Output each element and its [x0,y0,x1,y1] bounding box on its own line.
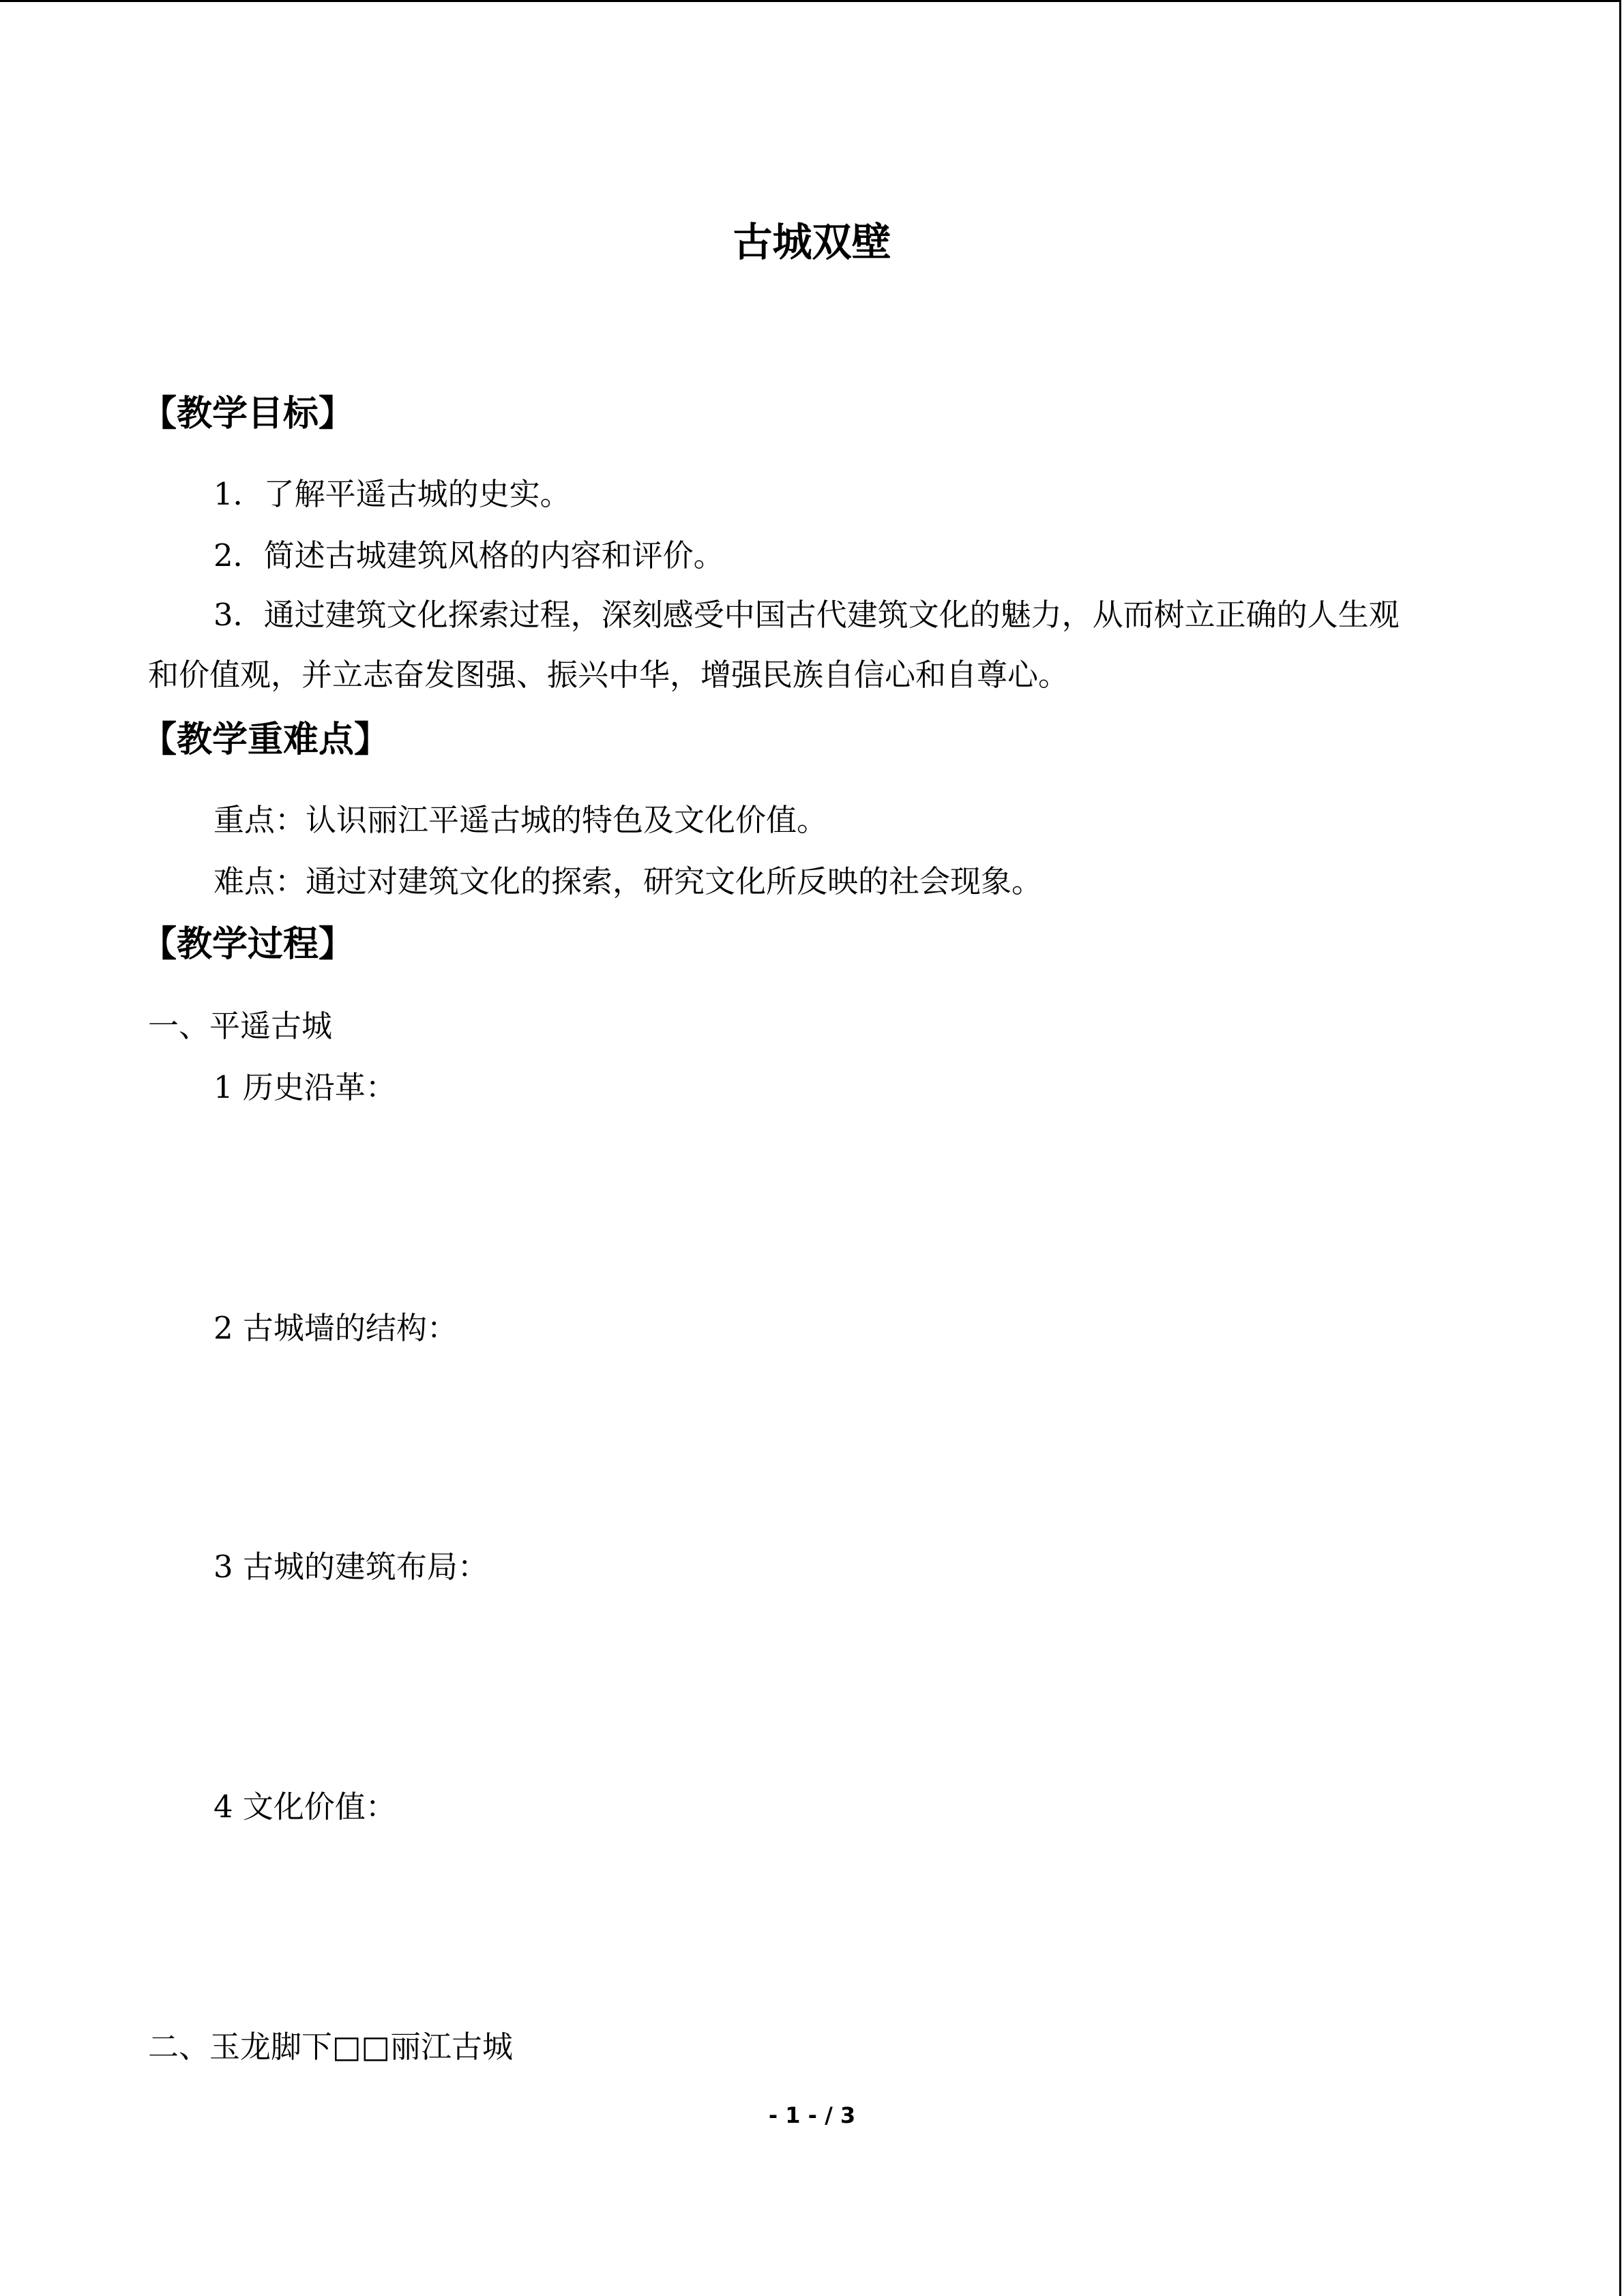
heading-process: 【教学过程】 [141,924,355,965]
objective-item-3: 3．通过建筑文化探索过程，深刻感受中国古代建筑文化的魅力，从而树立正确的人生观 [213,597,1400,633]
key-point-item-1: 重点：认识丽江平遥古城的特色及文化价值。 [213,802,828,838]
objective-item-3-continued: 和价值观，并立志奋发图强、振兴中华，增强民族自信心和自尊心。 [148,657,1069,693]
process-part1-title: 一、平遥古城 [148,1008,333,1044]
key-point-item-2: 难点：通过对建筑文化的探索，研究文化所反映的社会现象。 [213,863,1043,899]
process-part1-item-4: 4 文化价值： [213,1789,396,1825]
page-number: - 1 - / 3 [768,2102,856,2128]
document-title: 古城双壁 [733,219,891,265]
process-part2-title: 二、玉龙脚下□□丽江古城 [148,2029,514,2065]
process-part1-item-3: 3 古城的建筑布局： [213,1549,488,1585]
process-part1-item-1: 1 历史沿革： [213,1069,396,1105]
process-part1-item-2: 2 古城墙的结构： [213,1310,458,1346]
objective-item-1: 1．了解平遥古城的史实。 [213,476,571,512]
heading-key-points: 【教学重难点】 [141,719,390,760]
heading-objectives: 【教学目标】 [141,393,355,434]
objective-item-2: 2．简述古城建筑风格的内容和评价。 [213,537,724,573]
